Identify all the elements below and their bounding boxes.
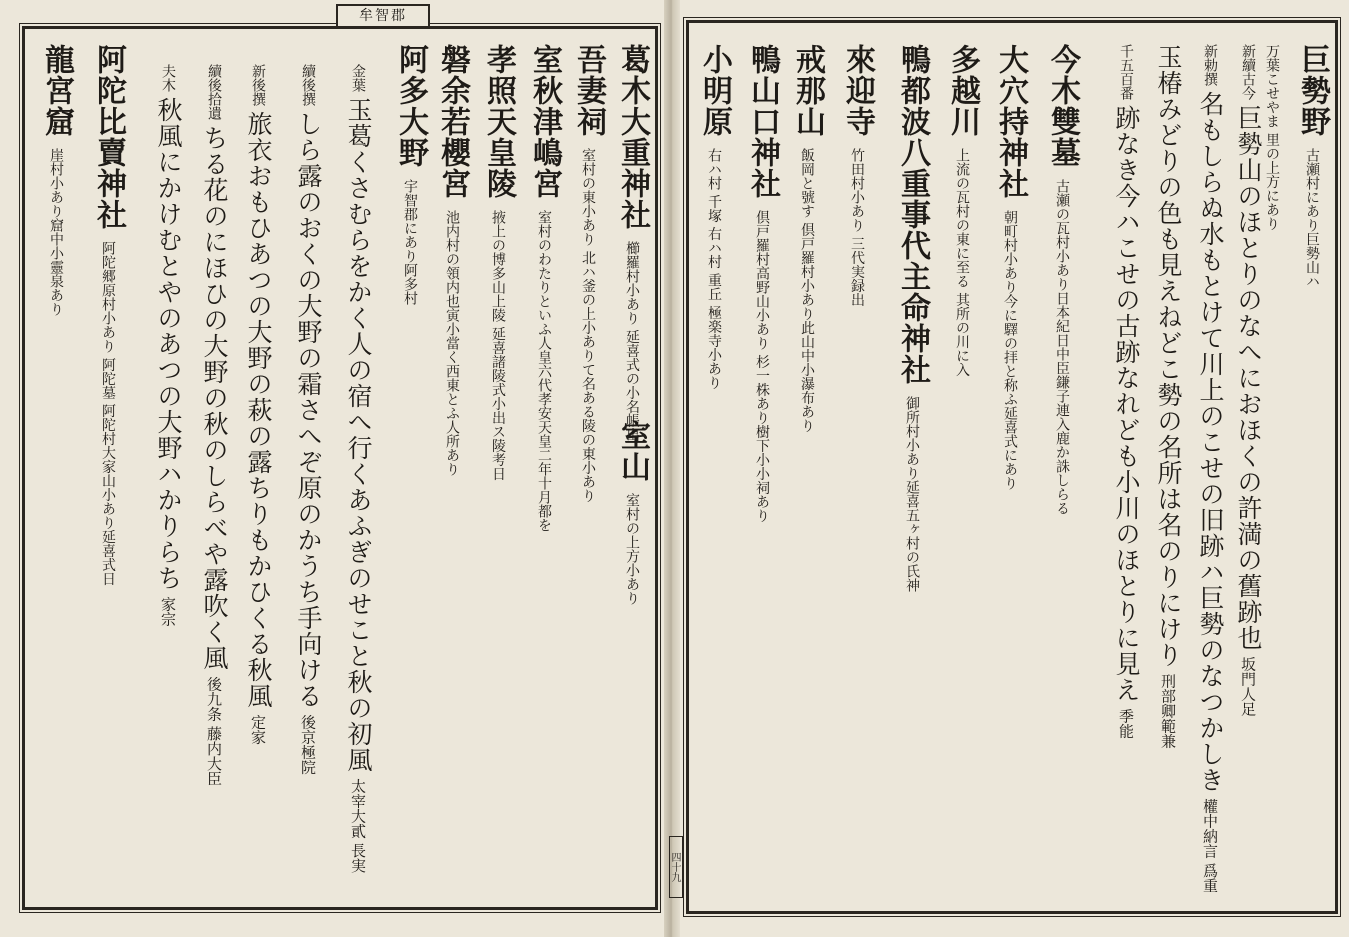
entry-title: 今木雙墓 (1045, 44, 1080, 168)
poem-author: 家宗 (159, 596, 177, 627)
anthology-tag: 新勅撰 (1202, 44, 1218, 86)
entry-title: 龍宮窟 (39, 44, 74, 137)
entry-title: 室秋津嶋宮 (527, 44, 562, 199)
entry-title: 來迎寺 (840, 44, 875, 137)
right-column-12 (785, 44, 829, 894)
entry-note: 御所村小あり延喜五ヶ村の氏神 (904, 396, 920, 593)
entry-note: 飯岡と號す 倶戸羅村小あり此山中小瀑布あり (799, 148, 815, 433)
poem-author: 坂門人足 (1239, 656, 1257, 717)
entry-note: 万葉こせやま 里の上方にあり (1264, 44, 1280, 231)
entry-note: 室村の東小あり 北ハ釜の上小ありて名ある陵の東小あり (580, 148, 596, 503)
poem-author: 季能 (1117, 708, 1135, 739)
left-column-10 (240, 64, 276, 894)
entry-note: 阿陀郷原村小あり 阿陀墓 阿陀村大家山小あり延喜式日 (100, 241, 116, 586)
entry-note: 上流の瓦村の東に至る 其所の川に入 (954, 148, 970, 377)
entry-note: 崖村小あり窟中小靈泉あり (48, 148, 64, 317)
entry-note: 竹田村小あり 三代実録出 (849, 148, 865, 307)
anthology-tag: 續後撰 (300, 64, 316, 106)
poem-text: しら露のおくの大野の霜さへぞ原のかうち手向ける (294, 111, 323, 710)
right-column-3 (1230, 44, 1266, 894)
left-column-5 (476, 44, 520, 894)
poem-author: 後京極院 (299, 714, 317, 775)
left-column-6 (430, 44, 474, 894)
right-column-5 (1150, 44, 1186, 894)
entry-note: 池内村の領内也寅小當く西東とふ人所あり (444, 210, 460, 477)
entry-title: 巨勢野 (1295, 44, 1330, 137)
entry-title: 孝照天皇陵 (481, 44, 516, 199)
poem-author: 後九条 藤内大臣 (205, 676, 223, 786)
anthology-tag: 新續古今 (1240, 44, 1256, 100)
entry-title: 葛木大重神社 (615, 44, 650, 230)
left-column-13 (86, 44, 130, 894)
entry-title: 阿陀比賣神社 (91, 44, 126, 230)
anthology-tag: 金葉 (350, 64, 366, 92)
poem-text: 名もしらぬ水もとけて川上のこせの旧跡ハ巨勢のなつかしき (1196, 91, 1225, 794)
anthology-tag: 夫木 (160, 64, 176, 92)
entry-title: 戒那山 (790, 44, 825, 137)
right-column-7 (1040, 44, 1084, 894)
anthology-tag: 續後拾遺 (206, 64, 222, 120)
entry-note: 右ハ村 千塚 右ハ村 重丘 極楽寺小あり (706, 148, 722, 390)
book-gutter (664, 0, 680, 937)
page-header-label: 牟智郡 (336, 4, 430, 28)
poem-text: 旅衣おもひあつの大野の萩の露ちりもかひくる秋風 (244, 111, 273, 710)
poem-author: 定家 (249, 714, 267, 745)
poem-text: 玉椿みどりの色も見えねどこ勢の名所は名のりにけり (1154, 44, 1183, 668)
anthology-tag: 新後撰 (250, 64, 266, 106)
entry-title: 小明原 (697, 44, 732, 137)
entry-note: 宇智郡にあり阿多村 (402, 179, 418, 306)
poem-author: 太宰大貳 長実 (349, 778, 367, 873)
entry-title: 磐余若櫻宮 (435, 44, 470, 199)
entry-note: 倶戸羅村高野山小あり 杉一株あり樹下小小祠あり (754, 210, 770, 523)
poem-text: 秋風にかけむとやのあつの大野ハかりらち (154, 97, 183, 592)
left-column-9 (290, 64, 326, 894)
folio-mark: 四十九 (669, 836, 683, 898)
right-column-14 (692, 44, 736, 894)
right-column-9 (940, 44, 984, 894)
left-column-14 (34, 44, 78, 894)
right-column-13 (740, 44, 784, 894)
entry-title: 室山 (615, 420, 650, 482)
entry-title: 多越川 (945, 44, 980, 137)
entry-note: 掖上の博多山上陵 延喜諸陵式小出ス陵考日 (490, 210, 506, 481)
right-column-4 (1192, 44, 1228, 894)
right-column-8 (988, 44, 1032, 894)
left-column-11 (196, 64, 232, 894)
entry-title: 阿多大野 (393, 44, 428, 168)
entry-title: 大穴持神社 (993, 44, 1028, 199)
right-column-6 (1108, 44, 1144, 894)
entry-note: 古瀬村にあり巨勢山ハ (1304, 148, 1320, 289)
entry-title: 吾妻祠 (571, 44, 606, 137)
poem-text: 巨勢山のほとりのなへにおほくの許満の舊跡也 (1234, 105, 1263, 652)
poem-text: 玉葛くさむらをかく人の宿へ行くあふぎのせこと秋の初風 (344, 97, 373, 774)
entry-title: 鴨山口神社 (745, 44, 780, 199)
poem-author: 權中納言 爲重 (1201, 798, 1219, 893)
poem-text: 跡なき今ハこせの古跡なれども小川のほとりに見え (1112, 105, 1141, 704)
left-column-7 (388, 44, 432, 894)
entry-note: 櫛羅村小あり 延喜式の小名帳出 (624, 241, 640, 442)
poem-text: ちる花のにほひの大野の秋のしらべや露吹く風 (200, 125, 229, 672)
entry-note: 室村の上方小あり (624, 493, 640, 606)
entry-note: 古瀬の瓦村小あり日本紀日中臣鎌子連入鹿か誅しらる (1054, 179, 1070, 516)
entry-note: 朝町村小あり今に驛の拝と称ふ延喜式にあり (1002, 210, 1018, 491)
left-column-8 (340, 64, 376, 894)
poem-author: 刑部卿範兼 (1159, 673, 1177, 749)
right-column-11 (835, 44, 879, 894)
left-column-2 (610, 420, 654, 680)
left-column-4 (522, 44, 566, 894)
anthology-tag: 千五百番 (1118, 44, 1134, 100)
left-column-12 (150, 64, 186, 894)
left-column-3 (566, 44, 610, 894)
right-column-10 (890, 44, 934, 894)
right-column-1 (1290, 44, 1334, 894)
entry-note: 室村のわたりといふ人皇六代孝安天皇二年十月都を (536, 210, 552, 533)
entry-title: 鴨都波八重事代主命神社 (895, 44, 930, 385)
